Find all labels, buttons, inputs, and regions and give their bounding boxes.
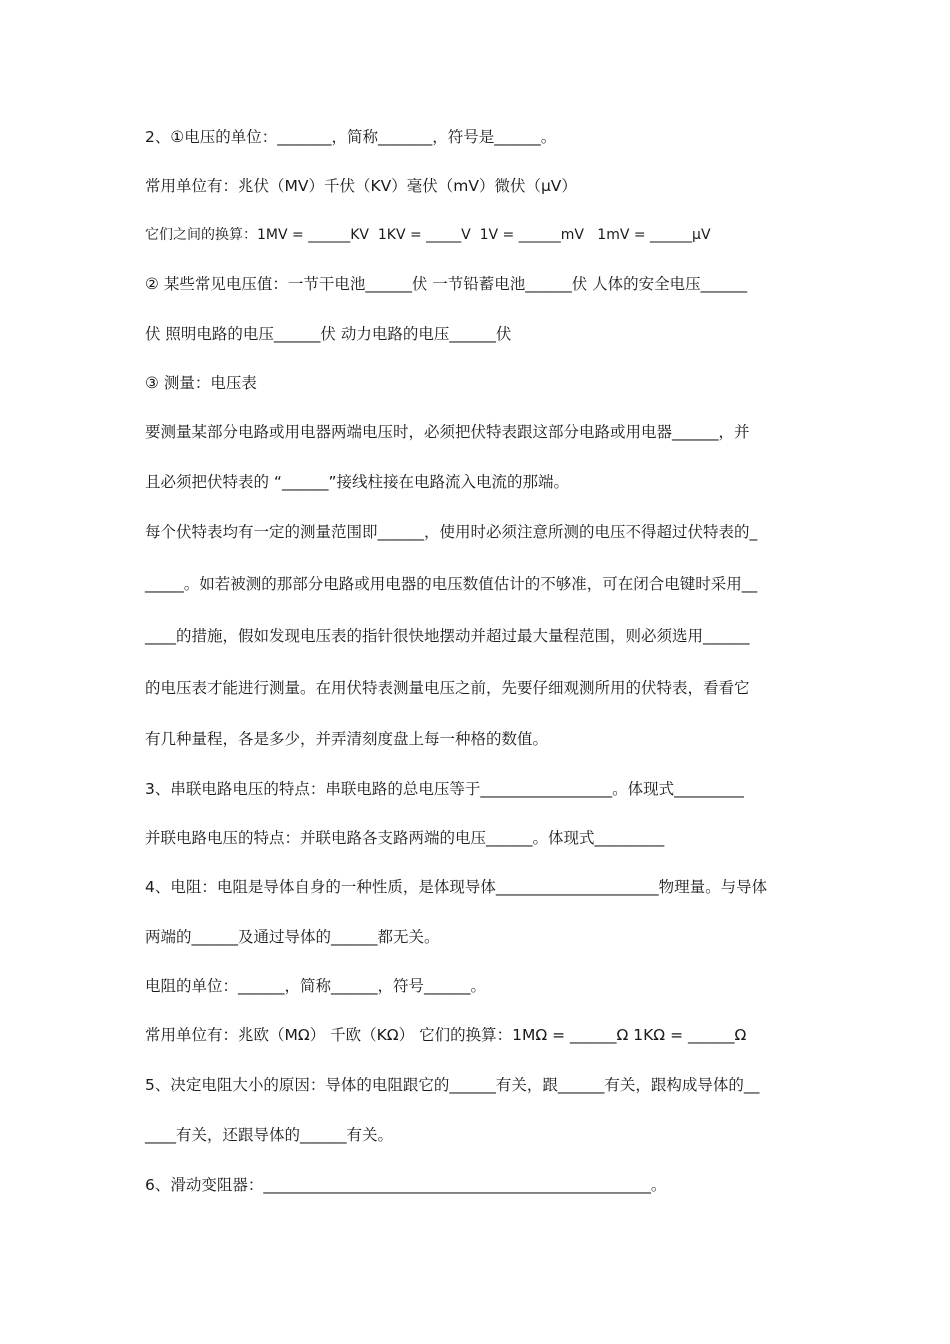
text-line-rheostat: 6、滑动变阻器：__________________________________________________。 bbox=[145, 1176, 667, 1194]
text-line-range-5: 有几种量程，各是多少，并弄清刻度盘上每一种格的数值。 bbox=[145, 730, 549, 748]
text-line-resistance-factors-2: ____有关，还跟导体的______有关。 bbox=[145, 1126, 394, 1144]
text-line-resistance-factors-1: 5、决定电阻大小的原因：导体的电阻跟它的______有关，跟______有关，跟构成导体的__ bbox=[145, 1076, 760, 1094]
text-line-resistance-conversion: 常用单位有：兆欧（MΩ） 千欧（KΩ） 它们的换算：1MΩ = ______Ω 1KΩ = ______Ω bbox=[145, 1026, 747, 1044]
text-line-common-values: ② 某些常见电压值：一节干电池______伏 一节铅蓄电池______伏 人体的安全电压______ bbox=[145, 275, 748, 293]
text-line-resistance-unit: 电阻的单位：______，简称______，符号______。 bbox=[145, 977, 487, 995]
text-line-measurement-heading: ③ 测量：电压表 bbox=[145, 374, 257, 392]
text-line-voltage-unit: 2、①电压的单位：_______，简称_______，符号是______。 bbox=[145, 128, 557, 146]
text-line-measurement-1: 要测量某部分电路或用电器两端电压时，必须把伏特表跟这部分电路或用电器______，并 bbox=[145, 423, 750, 441]
text-line-measurement-2: 且必须把伏特表的 “______”接线柱接在电路流入电流的那端。 bbox=[145, 473, 569, 491]
text-line-range-3: ____的措施，假如发现电压表的指针很快地摆动并超过最大量程范围，则必须选用______ bbox=[145, 627, 750, 645]
text-line-series-voltage: 3、串联电路电压的特点：串联电路的总电压等于_________________。体现式_________ bbox=[145, 780, 744, 798]
text-line-unit-conversion: 它们之间的换算：1MV = ______KV 1KV = _____V 1V = ______mV 1mV = ______μV bbox=[145, 227, 711, 243]
text-line-resistance-2: 两端的______及通过导体的______都无关。 bbox=[145, 928, 440, 946]
text-line-range-1: 每个伏特表均有一定的测量范围即______，使用时必须注意所测的电压不得超过伏特表的_ bbox=[145, 523, 758, 541]
text-line-range-4: 的电压表才能进行测量。在用伏特表测量电压之前，先要仔细观测所用的伏特表，看看它 bbox=[145, 679, 750, 697]
text-line-parallel-voltage: 并联电路电压的特点：并联电路各支路两端的电压______。体现式_________ bbox=[145, 829, 665, 847]
text-line-range-2: _____。如若被测的那部分电路或用电器的电压数值估计的不够准，可在闭合电键时采用__ bbox=[145, 575, 758, 593]
text-line-resistance-1: 4、电阻：电阻是导体自身的一种性质，是体现导体_____________________物理量。与导体 bbox=[145, 878, 768, 896]
text-line-common-units: 常用单位有：兆伏（MV）千伏（KV）毫伏（mV）微伏（μV） bbox=[145, 177, 577, 195]
text-line-common-values-cont: 伏 照明电路的电压______伏 动力电路的电压______伏 bbox=[145, 325, 512, 343]
